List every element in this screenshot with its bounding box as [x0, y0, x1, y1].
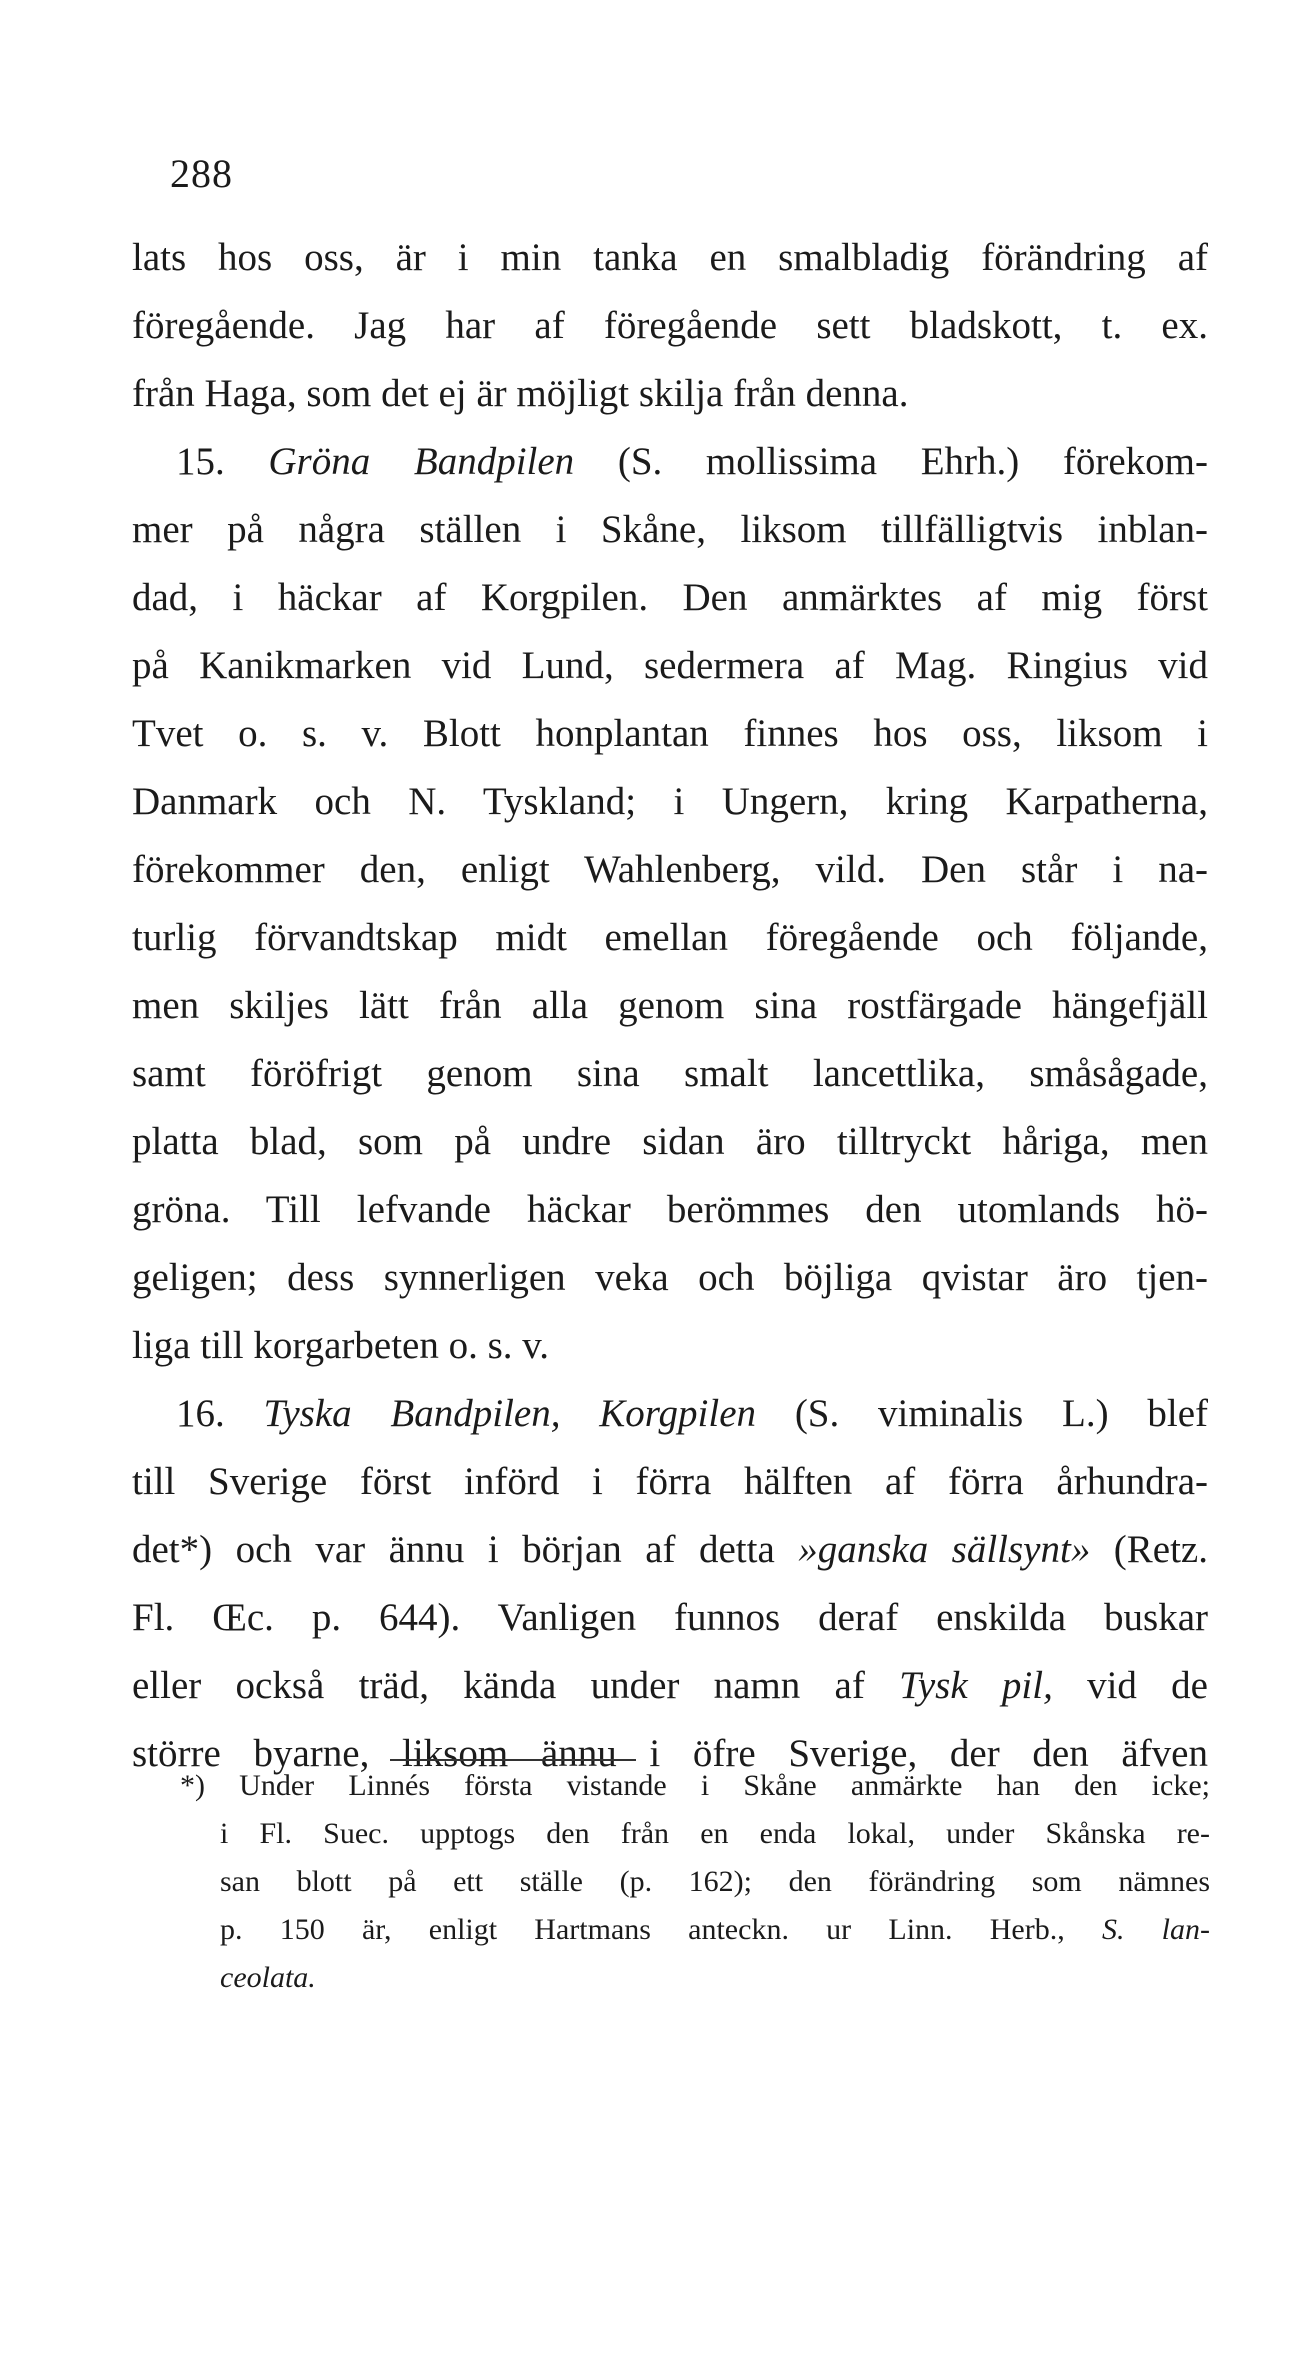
text-line: mer på några ställen i Skåne, liksom tillfälligtvis inblan- — [132, 508, 1208, 551]
text-run: eller också träd, kända under namn af — [132, 1664, 900, 1707]
text-line — [132, 1516, 1208, 1584]
text-line: på Kanikmarken vid Lund, sedermera af Mag. Ringius vid — [132, 644, 1208, 687]
footnote-line: i Fl. Suec. upptogs den från en enda lokal, under Skånska re- — [220, 1817, 1210, 1850]
species-common-name: Gröna Bandpilen — [268, 440, 575, 483]
italic-name: Tysk pil, — [899, 1664, 1053, 1707]
page-number: 288 — [170, 151, 233, 196]
text-run: (S. viminalis L.) blef — [794, 1392, 1208, 1435]
text-line: platta blad, som på undre sidan äro tilltryckt håriga, men — [132, 1120, 1208, 1163]
entry-15-heading-line — [132, 428, 1208, 496]
text-line: Tvet o. s. v. Blott honplantan finnes hos oss, liksom i — [132, 712, 1208, 755]
text-line: liga till korgarbeten o. s. v. — [132, 1324, 550, 1367]
text-run: (Retz. — [1090, 1528, 1208, 1571]
entry-number: 16. — [176, 1392, 225, 1435]
quoted-phrase: »ganska sällsynt» — [798, 1528, 1091, 1571]
text-line — [132, 1652, 1208, 1720]
text-run: p. 150 är, enligt Hartmans anteckn. ur Linn. Herb., — [220, 1913, 1102, 1946]
footnote-line — [220, 1906, 1210, 1954]
text-run: (S. mollissima Ehrh.) förekom- — [617, 440, 1209, 483]
text-run: det*) och var ännu i början af detta — [132, 1528, 799, 1571]
text-run: vid de — [1052, 1664, 1208, 1707]
text-line: lats hos oss, är i min tanka en smalbladig förändring af — [132, 236, 1208, 279]
entry-number: 15. — [176, 440, 225, 483]
italic-name: S. lan- — [1101, 1913, 1210, 1946]
text-line: dad, i häckar af Korgpilen. Den anmärktes af mig först — [132, 576, 1208, 619]
text-line: föregående. Jag har af föregående sett bladskott, t. ex. — [132, 304, 1208, 347]
text-line: Danmark och N. Tyskland; i Ungern, kring Karpatherna, — [132, 780, 1208, 823]
text-line: gröna. Till lefvande häckar berömmes den utomlands hö- — [132, 1188, 1208, 1231]
italic-name: ceolata. — [220, 1961, 316, 1994]
footnote-divider — [390, 1759, 636, 1761]
text-line: turlig förvandtskap midt emellan föregående och följande, — [132, 916, 1208, 959]
footnote-line: san blott på ett ställe (p. 162); den förändring som nämnes — [220, 1865, 1210, 1898]
footnote — [180, 1762, 1210, 2002]
text-line: men skiljes lätt från alla genom sina rostfärgade hängefjäll — [132, 984, 1208, 1027]
text-line: från Haga, som det ej är möjligt skilja från denna. — [132, 372, 909, 415]
footnote-line — [220, 1954, 1210, 2002]
footnote-line: *) Under Linnés första vistande i Skåne anmärkte han den icke; — [180, 1769, 1210, 1802]
species-common-name: Tyska Bandpilen, Korgpilen — [263, 1392, 757, 1435]
text-line: samt föröfrigt genom sina smalt lancettlika, småsågade, — [132, 1052, 1208, 1095]
text-line: geligen; dess synnerligen veka och böjliga qvistar äro tjen- — [132, 1256, 1208, 1299]
text-line: till Sverige först införd i förra hälften af förra århundra- — [132, 1460, 1208, 1503]
body-text — [132, 224, 1208, 1788]
text-line: förekommer den, enligt Wahlenberg, vild. Den står i na- — [132, 848, 1208, 891]
text-line: Fl. Œc. p. 644). Vanligen funnos deraf enskilda buskar — [132, 1596, 1208, 1639]
text-line: större byarne, liksom ännu i öfre Sverige, der den äfven — [132, 1732, 1208, 1775]
entry-16-heading-line — [132, 1380, 1208, 1448]
